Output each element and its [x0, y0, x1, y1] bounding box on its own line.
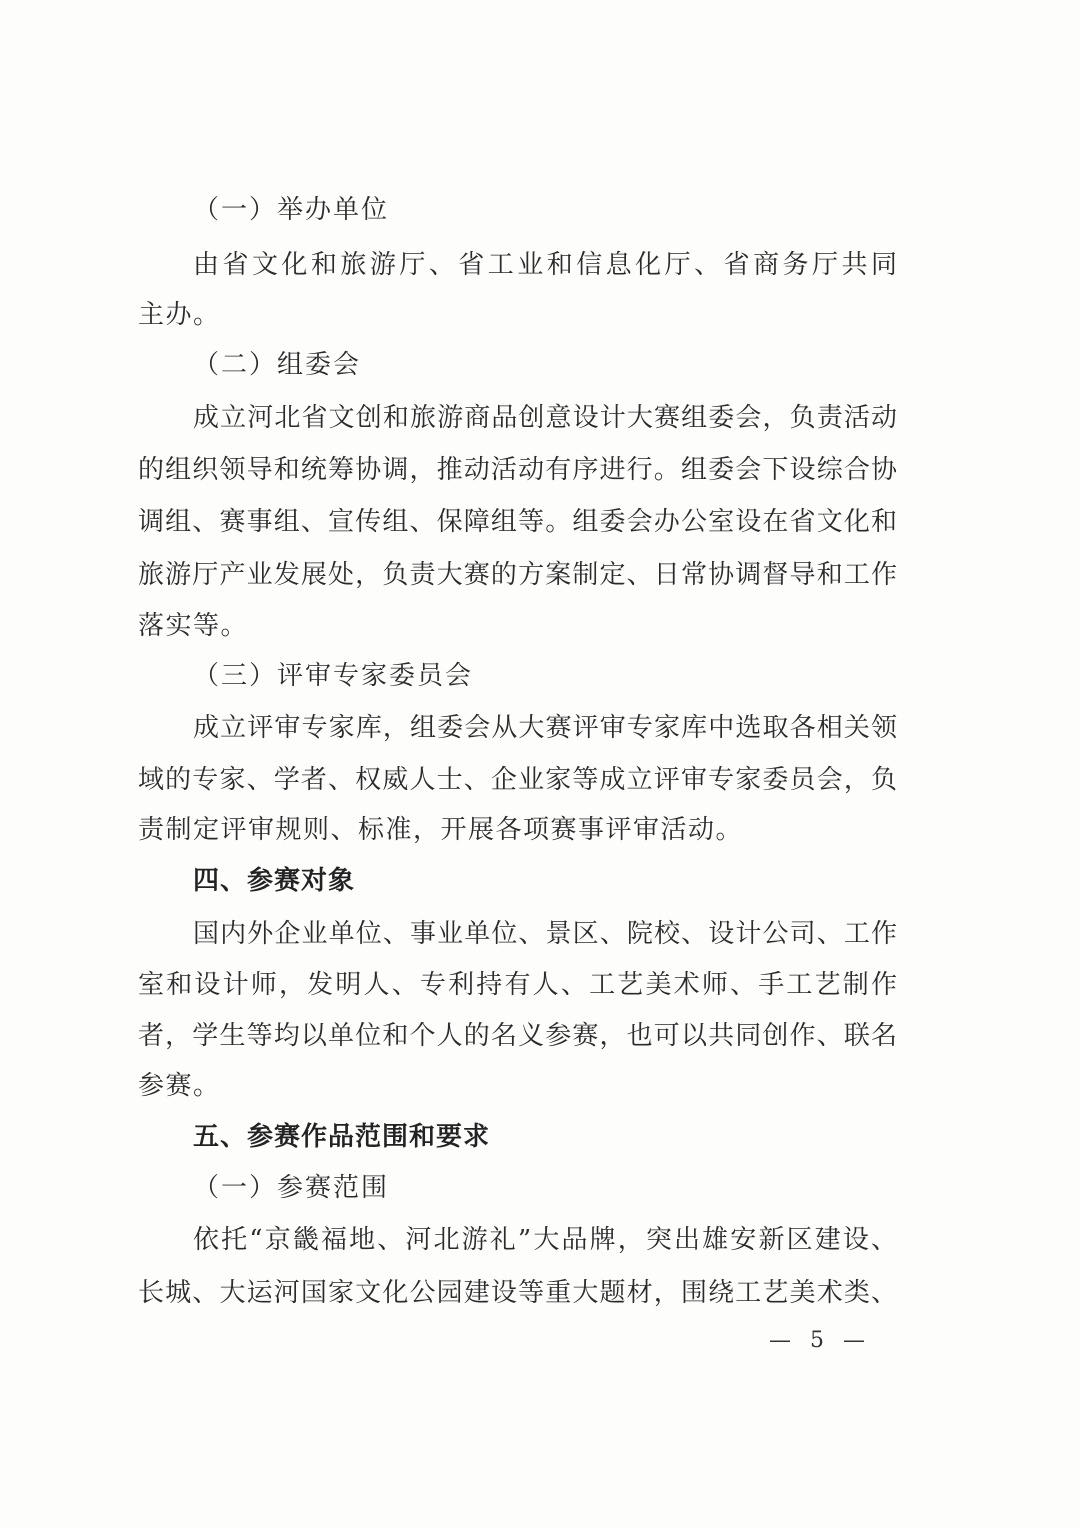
body-line: 主办。	[138, 300, 221, 330]
section-heading-participants: 四、参赛对象	[193, 866, 356, 896]
body-line: 长城、大运河国家文化公园建设等重大题材，围绕工艺美术类、	[138, 1278, 897, 1308]
page-number: — 5 —	[769, 1328, 871, 1353]
section-heading-jury: （三）评审专家委员会	[193, 661, 474, 691]
body-line: 成立评审专家库，组委会从大赛评审专家库中选取各相关领	[193, 713, 897, 743]
body-line: 依托“京畿福地、河北游礼”大品牌，突出雄安新区建设、	[193, 1225, 897, 1255]
body-line: 者，学生等均以单位和个人的名义参赛，也可以共同创作、联名	[138, 1021, 897, 1051]
section-heading-committee: （二）组委会	[193, 350, 362, 380]
section-heading-scope: （一）参赛范围	[193, 1173, 390, 1203]
body-line: 落实等。	[138, 611, 249, 641]
section-heading-organizer: （一）举办单位	[193, 195, 390, 225]
body-line: 室和设计师，发明人、专利持有人、工艺美术师、手工艺制作	[138, 970, 897, 1000]
body-line: 国内外企业单位、事业单位、景区、院校、设计公司、工作	[193, 919, 897, 949]
body-line: 责制定评审规则、标准，开展各项赛事评审活动。	[138, 815, 744, 845]
body-line: 域的专家、学者、权威人士、企业家等成立评审专家委员会，负	[138, 765, 897, 795]
body-line: 旅游厅产业发展处，负责大赛的方案制定、日常协调督导和工作	[138, 560, 897, 590]
body-line: 由省文化和旅游厅、省工业和信息化厅、省商务厅共同	[193, 250, 897, 280]
body-line: 调组、赛事组、宣传组、保障组等。组委会办公室设在省文化和	[138, 507, 897, 537]
body-line: 参赛。	[138, 1071, 221, 1101]
section-heading-entries: 五、参赛作品范围和要求	[193, 1122, 491, 1152]
body-line: 成立河北省文创和旅游商品创意设计大赛组委会，负责活动	[193, 403, 897, 433]
body-line: 的组织领导和统筹协调，推动活动有序进行。组委会下设综合协	[138, 455, 897, 485]
